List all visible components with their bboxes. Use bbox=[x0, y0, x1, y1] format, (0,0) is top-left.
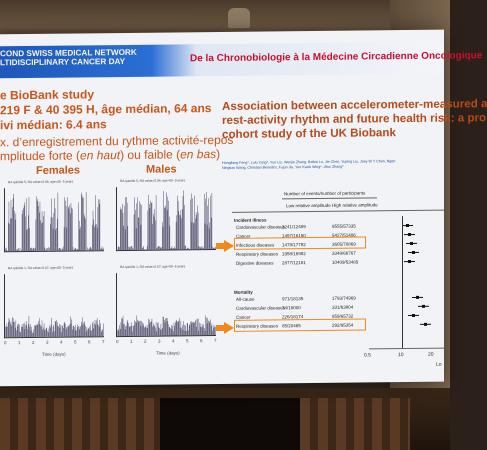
reference-line bbox=[402, 216, 403, 348]
arrow-shaft-2 bbox=[216, 325, 224, 331]
table-header-high: High relative amplitude bbox=[332, 202, 378, 208]
plot-caption-4: RA quintile 1, RA value=0.67; age=60–6 years bbox=[120, 264, 186, 270]
axis-tick-2: 20 bbox=[428, 351, 434, 358]
table-cell-label: Respiratory diseases bbox=[236, 251, 279, 257]
males-label: Males bbox=[146, 163, 177, 176]
projection-screen bbox=[0, 30, 487, 387]
table-cell-label: Infectious diseases bbox=[236, 242, 275, 248]
highlight-arrow-1 bbox=[224, 240, 234, 252]
x-tick-label: 1 bbox=[130, 338, 133, 344]
x-tick-label: 4 bbox=[172, 338, 175, 344]
left-description bbox=[0, 133, 233, 163]
axis-label: Lo bbox=[436, 361, 442, 368]
conference-title bbox=[0, 48, 137, 67]
forest-table bbox=[232, 190, 444, 372]
x-tick-label: 5 bbox=[74, 339, 77, 345]
hazard-ratio-point bbox=[412, 251, 415, 254]
conference-title-line1: COND SWISS MEDICAL NETWORK bbox=[0, 47, 137, 59]
x-tick-label: 5 bbox=[186, 338, 189, 344]
curtain-left bbox=[0, 398, 160, 450]
table-header-low: Low relative amplitude bbox=[286, 202, 331, 209]
activity-plot-male-high bbox=[116, 186, 216, 251]
table-cell-high: 1793/74969 bbox=[332, 295, 356, 301]
authors-line2: Ningtian Wang, Christian Benedict, Fujun Jia, Yun Kwok Wing*, Jihui Zhang* bbox=[222, 164, 344, 170]
left-line4: x. d’enregistrement du rythme activité-repos bbox=[0, 132, 234, 150]
table-cell-label: Respiratory diseases bbox=[236, 323, 279, 329]
table-cell-high: 3605/70869 bbox=[332, 241, 356, 247]
x-tick-label: 1 bbox=[18, 340, 21, 346]
slide-title: De la Chronobiologie à la Médecine Circadienne Oncologique bbox=[190, 50, 483, 65]
table-cell-label: Cardiovascular diseases bbox=[236, 305, 286, 311]
table-cell-high: 10409/53485 bbox=[332, 259, 359, 265]
table-cell-high: 331/63804 bbox=[332, 304, 354, 310]
table-cell-label: Cancer bbox=[236, 314, 251, 320]
authors-line1: Hongliang Feng*, Lulu Yang*, Yun Liu, Wenjie Zhang, Beibei Lu, Jie Chen, Yuping Liu, Joey W Y Chan, Ngan bbox=[222, 159, 396, 165]
hazard-ratio-point bbox=[408, 260, 411, 263]
left-line1: e BioBank study bbox=[0, 87, 95, 103]
females-label: Females bbox=[36, 164, 81, 177]
table-cell-high: 5427/51406 bbox=[332, 232, 356, 238]
x-tick-label: 0 bbox=[116, 339, 119, 345]
section-incident: Incident illness bbox=[234, 217, 267, 223]
plot-caption-2: RA quintile 5, RA value=0.94; age=60–9 years bbox=[120, 178, 186, 184]
x-tick-label: 6 bbox=[200, 338, 203, 344]
paper-authors bbox=[222, 159, 444, 171]
table-cell-low: 85/20465 bbox=[282, 323, 301, 329]
dark-gap bbox=[160, 398, 300, 450]
table-cell-low: 1958/16982 bbox=[282, 251, 306, 257]
x-tick-label: 4 bbox=[60, 339, 63, 345]
table-cell-low: 2241/12489 bbox=[282, 224, 306, 230]
table-cell-high: 3348/66767 bbox=[332, 250, 356, 256]
axis-tick-1: 10 bbox=[398, 352, 404, 359]
x-axis-label-male: Time (days) bbox=[156, 350, 180, 356]
x-tick-label: 0 bbox=[4, 340, 7, 346]
axis-tick-0: 0.5 bbox=[364, 352, 371, 359]
highlight-box-2 bbox=[234, 318, 366, 331]
hazard-ratio-point bbox=[406, 224, 409, 227]
paper-title-line3: cohort study of the UK Biobank bbox=[222, 126, 396, 141]
arrow-shaft-1 bbox=[216, 243, 224, 249]
activity-plot-female-high bbox=[4, 187, 104, 252]
left-line3: ivi médian: 6.4 ans bbox=[0, 117, 107, 133]
table-cell-label: Digestive diseases bbox=[236, 260, 274, 266]
table-header-top: Number of events/number of participants bbox=[284, 190, 366, 197]
left-line2: 219 F & 40 395 H, âge médian, 64 ans bbox=[0, 101, 212, 118]
highlight-arrow-2 bbox=[224, 322, 234, 334]
ceiling-fixture bbox=[228, 8, 250, 28]
plot-caption-3: RA quintile 1, RA value=0.67; age=60–3 years bbox=[8, 265, 74, 271]
table-cell-label: Cardiovascular diseases bbox=[236, 224, 286, 230]
table-cell-low: 971/18135 bbox=[282, 296, 304, 302]
conference-title-line2: LTIDISCIPLINARY CANCER DAY bbox=[0, 56, 126, 68]
table-cell-low: 1478/17792 bbox=[282, 242, 306, 248]
activity-plot-male-low bbox=[116, 272, 216, 337]
table-cell-low: 2877/12181 bbox=[282, 260, 306, 266]
x-tick-label: 3 bbox=[46, 339, 49, 345]
x-tick-label: 7 bbox=[214, 338, 217, 344]
hazard-ratio-point bbox=[416, 296, 419, 299]
paper-title-line1: Association between accelerometer-measured a bbox=[222, 97, 487, 113]
table-cell-label: Cancer bbox=[236, 233, 251, 239]
plot-caption-1: RA quintile 5, RA value=0.94; age=60–5 years bbox=[8, 179, 74, 185]
paper-title bbox=[222, 97, 487, 142]
table-cell-low: 74/18000 bbox=[282, 305, 301, 311]
x-axis-label-female: Time (days) bbox=[42, 351, 66, 357]
table-cell-low: 1497/16150 bbox=[282, 233, 306, 239]
hazard-ratio-point bbox=[424, 323, 427, 326]
curtain-right bbox=[300, 398, 410, 450]
table-cell-high: 9555/57335 bbox=[332, 223, 356, 229]
forest-axis bbox=[369, 348, 444, 349]
x-tick-label: 2 bbox=[32, 339, 35, 345]
x-tick-label: 2 bbox=[144, 338, 147, 344]
left-summary bbox=[0, 86, 211, 133]
activity-plot-female-low bbox=[4, 273, 104, 338]
table-cell-low: 226/18174 bbox=[282, 314, 304, 320]
x-tick-label: 3 bbox=[158, 338, 161, 344]
table-cell-high: 859/65732 bbox=[332, 313, 354, 319]
section-mortality: Mortality bbox=[234, 289, 253, 295]
x-tick-label: 7 bbox=[102, 339, 105, 345]
hazard-ratio-point bbox=[422, 305, 425, 308]
table-top-rule bbox=[232, 210, 444, 213]
hazard-ratio-point bbox=[408, 233, 411, 236]
hazard-ratio-point bbox=[410, 242, 413, 245]
left-line5: mplitude forte (en haut) ou faible (en bas) bbox=[0, 146, 221, 164]
table-cell-label: All-cause bbox=[236, 296, 255, 302]
paper-title-line2: rest-activity rhythm and future health risk: a pro bbox=[222, 111, 487, 127]
table-header-rule bbox=[282, 197, 377, 199]
hazard-ratio-point bbox=[412, 314, 415, 317]
x-tick-label: 6 bbox=[88, 339, 91, 345]
table-cell-high: 292/95354 bbox=[332, 322, 354, 328]
